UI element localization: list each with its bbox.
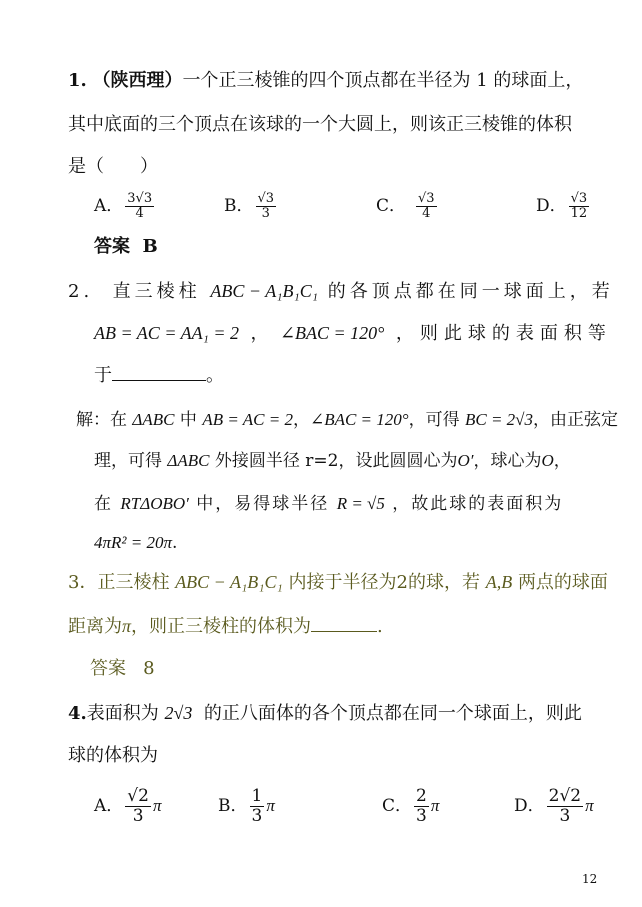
q3-line2: 距离为π，则正三棱柱的体积为 . [68, 616, 383, 637]
q4-line2: 球的体积为 [68, 745, 158, 766]
q3-number: 3． [68, 572, 98, 593]
q1-number: 1. [68, 70, 87, 91]
q1-answer: 答案 B [94, 236, 158, 257]
q4-option-c[interactable]: C． $\frac{2}{3}$ π [382, 786, 440, 826]
q2-solution-line4: 4πR² = 20π. [94, 533, 178, 553]
q4-option-b[interactable]: B． $\frac{1}{3}$ π [218, 786, 275, 826]
q2-answer-blank[interactable] [112, 364, 206, 381]
q2-eq2: ∠BAC = 120° [279, 323, 385, 343]
q4-option-d[interactable]: D． $\frac{2√2}{3}$ π [514, 786, 594, 826]
q4-line1: 4.表面积为 2√3 的正八面体的各个顶点都在同一个球面上，则此 [68, 703, 582, 724]
q4-option-a[interactable]: A． $\frac{√2}{3}$ π [94, 786, 162, 826]
q1-option-c[interactable]: C． $\frac{√3}{4}$ [376, 191, 435, 221]
q1-line1 [68, 68, 583, 94]
q2-eq1: AB = AC = AA₁ = 2 [94, 323, 240, 343]
q4-number: 4. [68, 703, 87, 724]
q2-solution-line3: 在 RTΔOBO′ 中，易得球半径 R = √5 ，故此球的表面积为 [94, 494, 564, 514]
q1-line3: 是（ ） [68, 156, 158, 177]
q1-option-d[interactable]: D． $\frac{√3}{12}$ [536, 191, 588, 221]
q2-number: 2. [68, 281, 94, 302]
q2-line2: AB = AC = AA₁ = 2 ， ∠BAC = 120° ，则此球的表面积等 [94, 323, 612, 344]
q1-option-a[interactable]: A． $\frac{3√3}{4}$ [94, 191, 153, 221]
q1-line2: 其中底面的三个顶点在该球的一个大圆上，则该正三棱锥的体积 [68, 114, 572, 135]
q3-prism: ABC − A₁B₁C₁ [175, 572, 283, 592]
q2-prism: ABC − A₁B₁C₁ [210, 281, 318, 301]
q3-answer: 答案 8 [90, 658, 155, 679]
q2-line1: 2. 直三棱柱 ABC − A₁B₁C₁ 的各顶点都在同一球面上，若 [68, 281, 614, 302]
q1-source: （陕西理） [92, 70, 183, 91]
q2-line3: 于 。 [94, 365, 224, 386]
q3-answer-blank[interactable] [311, 615, 377, 632]
q4-area: 2√3 [164, 703, 193, 723]
q3-line1: 3．正三棱柱 ABC − A₁B₁C₁ 内接于半径为2的球，若 A,B 两点的球面 [68, 572, 608, 593]
page-number: 12 [582, 872, 598, 886]
q1-option-b[interactable]: B． $\frac{√3}{3}$ [224, 191, 275, 221]
q2-solution-line2: 理，可得 ΔABC 外接圆半径 r=2，设此圆圆心为O′，球心为O， [94, 451, 571, 471]
q1-text1: 一个正三棱锥的四个顶点都在半径为 1 的球面上， [182, 70, 584, 91]
q2-solution-line1: 解：在 ΔABC 中 AB = AC = 2，∠BAC = 120°，可得 BC = 2√3，由正弦定 [76, 410, 619, 430]
